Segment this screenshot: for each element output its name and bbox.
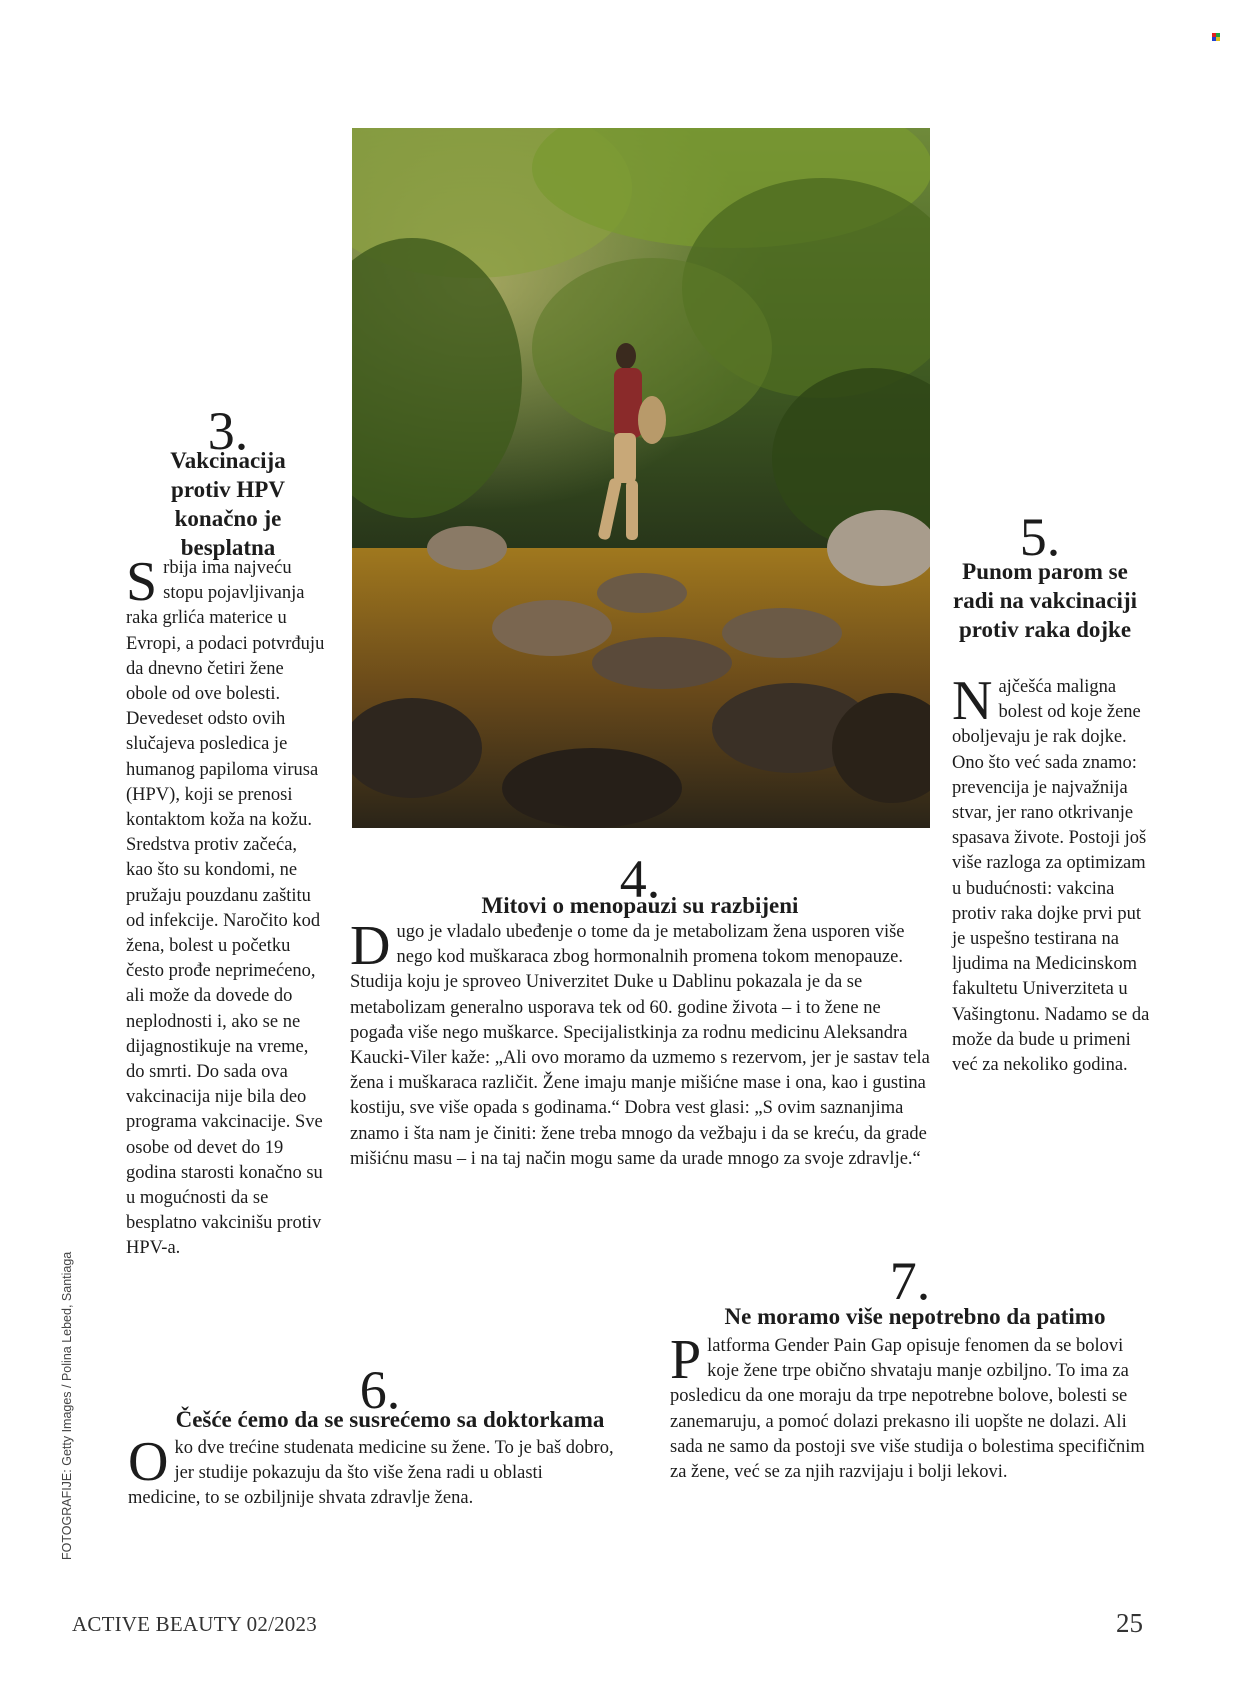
section-7-title: Ne moramo više nepotrebno da patimo [724,1304,1106,1329]
section-7-body [670,1329,1146,1485]
footer-magazine-issue: ACTIVE BEAUTY 02/2023 [72,1612,317,1636]
forest-river-illustration [352,128,930,828]
section-7-dropcap: P [670,1329,702,1391]
section-5-title: Punom parom se radi na vakcinaciji protiv raka dojke [952,559,1137,642]
section-7-number: 7. [889,1251,931,1311]
section-3-number: 3. [207,401,249,461]
section-4-title: Mitovi o menopauzi su razbijeni [481,893,799,918]
section-3-dropcap: S [126,551,158,613]
section-4-dropcap: D [350,915,391,977]
footer-page-number: 25 [1116,1608,1143,1638]
section-3-title: Vakcinacija protiv HPV konačno je besplatna [170,448,286,560]
section-6-body [128,1431,618,1512]
section-5-dropcap: N [952,670,993,732]
section-5-body [952,670,1154,1078]
section-3-text: rbija ima najveću stopu pojavljivanja raka grlića materice u Evropi, a podaci potvrđuju da dnevno četiri žene obole od ove bolesti. Devedeset odsto ovih slučajeva posledica je humanog papiloma virusa (HPV), koji se prenosi kontaktom koža na kožu. Sredstva protiv začeća, kao što su kondomi, ne pružaju pouzdanu zaštitu od infekcije. Naročito kod žena, bolest u početku često prođe neprimećeno, ali može da dovede do neplodnosti i, ako se ne dijagnostikuje na vreme, do smrti. Do sada ova vakcinacija nije bila deo programa vakcinacije. Sve osobe od devet do 19 godina starosti konačno su u mogućnosti da se besplatno vakcinišu protiv HPV-a. [126,558,325,1259]
section-6-text: ko dve trećine studenata medicine su žene. To je baš dobro, jer studije pokazuju da što više žena radi u oblasti medicine, to se ozbiljnije shvata zdravlje žena. [128,1438,614,1509]
photo-credit: FOTOGRAFIJE: Getty Images / Polina Lebed, Santiaga [60,1251,74,1560]
print-color-mark [1212,33,1220,41]
section-4-number: 4. [619,849,661,909]
section-4-text: ugo je vladalo ubeđenje o tome da je metabolizam žena usporen više nego kod muškaraca zbog hormonalnih promena tokom menopauze. Studija koju je sproveo Univerzitet Duke u Dablinu pokazala je da se metabolizam generalno usporava tek od 60. godine života – i to žene ne pogađa više nego muškarce. Specijalistkinja za rodnu medicinu Aleksandra Kaucki-Viler kaže: „Ali ovo moramo da uzmemo s rezervom, jer je sastav tela žena i muškaraca različit. Žene imaju manje mišićne mase i ona, kao i gustina kostiju, sve više opada s godinama.“ Dobra vest glasi: „S ovim saznanjima znamo i šta nam je činiti: žene treba mnogo da vežbaju i da se kreću, da grade mišićnu masu – i na taj način mogu same da urade mnogo za svoje zdravlje.“ [350,922,930,1169]
section-6-dropcap: O [128,1431,169,1493]
section-7-text: latforma Gender Pain Gap opisuje fenomen da se bolovi koje žene trpe obično shvataju manje ozbiljno. To ima za posledicu da one moraju da trpe nepotrebne bolove, bolesti se zanemaruju, a pomoć dolazi prekasno ili uopšte ne dolazi. Ali sada ne samo da postoji sve više studija o bolestima specifičnim za žene, već se za njih razvijaju i bolji lekovi. [670,1336,1145,1483]
section-6-title: Češće ćemo da se susrećemo sa doktorkama [175,1407,605,1432]
section-5-text: ajčešća maligna bolest od koje žene oboljevaju je rak dojke. Ono što već sada znamo: prevencija je najvažnija stvar, jer rano otkrivanje spasava živote. Postoji još više razloga za optimizam u budućnosti: vakcina protiv raka dojke prvi put je uspešno testirana na ljudima na Medicinskom fakultetu Univerziteta u Vašingtonu. Nadamo se da može da bude u primeni već za nekoliko godina. [952,677,1150,1076]
section-4-body [350,915,930,1172]
section-3-body [126,551,326,1262]
section-5-number: 5. [1019,507,1061,567]
hero-photo-hiker-at-river [352,128,930,828]
section-6-number: 6. [359,1360,401,1420]
